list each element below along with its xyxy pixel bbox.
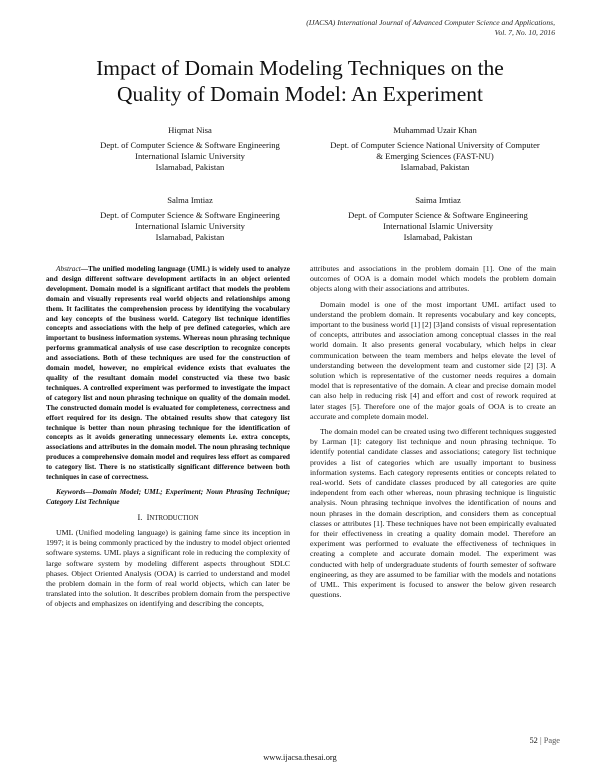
body-paragraph: The domain model can be created using two different techniques suggested by Larman [1]: category list technique and noun phrasing technique. To identify potential candidate classes and associations; category list technique provides a list of categories which are usually important to business information systems. Each category represents entities or concepts related to real-world. Sets of candidate classes produced by all categories are quite independent from each other whereas, noun phrasing technique is linguistic analysis. Noun phrasing technique involves the identification of nouns and noun phrases in the domain description, and considers them as conceptual classes or attributes [1]. These techniques have not been empirically evaluated for their effectiveness in creating a quality domain model. Therefore an experiment was performed to evaluate the effectiveness of techniques in creating a complete and accurate domain model. The experiment was conducted with help of undergraduate students of fourth semester of software engineering, as they are assumed to be familiar with the models and notations of UML. This experiment is focused to answer the below given research questions. [310, 427, 556, 600]
author-location: Islamabad, Pakistan [155, 162, 225, 172]
author-block [318, 195, 558, 243]
author-affiliation: International Islamic University [135, 151, 245, 161]
author-block [70, 125, 310, 173]
journal-name: (IJACSA) International Journal of Advanced Computer Science and Applications, [306, 18, 555, 27]
author-affiliation: Dept. of Computer Science National University of Computer [330, 140, 540, 150]
author-affiliation: Dept. of Computer Science & Software Engineering [100, 140, 280, 150]
keywords: Keywords—Domain Model; UML; Experiment; Noun Phrasing Technique; Category List Technique [46, 486, 290, 506]
journal-volume: Vol. 7, No. 10, 2016 [494, 28, 555, 37]
author-affiliation: International Islamic University [135, 221, 245, 231]
author-location: Islamabad, Pakistan [403, 232, 473, 242]
author-name: Hiqmat Nisa [168, 125, 212, 135]
author-name: Saima Imtiaz [415, 195, 461, 205]
body-paragraph: Domain model is one of the most important UML artifact used to understand the problem domain. It represents vocabulary and key concepts, important to the business world [1] [2] [3]and consists of visual representation of concepts, attributes and association among conceptual classes in the real world domain. It also presents general vocabulary, which helps in clear communication between the team members and helps elevate the level of understanding between the development team and customer side [2] [3]. A solution which is representative of the customer needs requires a domain model that is representative of the domain. A clear and precise domain model can also help in reducing risk [4] and effort and cost of rework required at later stages [5]. Therefore one of the major goals of OOA is to create an accurate and complete domain model. [310, 299, 556, 421]
paper-title: Impact of Domain Modeling Techniques on the Quality of Domain Model: An Experiment [96, 56, 504, 106]
right-column [310, 264, 556, 606]
section-heading: I. INTRODUCTION [137, 512, 199, 522]
abstract [46, 264, 290, 482]
footer-url[interactable]: www.ijacsa.thesai.org [263, 753, 337, 762]
author-affiliation: & Emerging Sciences (FAST-NU) [376, 151, 494, 161]
author-name: Muhammad Uzair Khan [393, 125, 477, 135]
author-block [70, 195, 310, 243]
author-block [305, 125, 565, 173]
author-name: Salma Imtiaz [167, 195, 213, 205]
author-affiliation: Dept. of Computer Science & Software Engineering [100, 210, 280, 220]
abstract-text: —The unified modeling language (UML) is widely used to analyze and design different software development artifacts in an object oriented development. Domain model is a significant artifact that models the problem domain and visually represents real world objects and relationships among them. It facilitates the comprehension process by identifying the vocabulary and key concepts of the business world. Category list technique identifies concepts and associations with the help of pre defined categories, which are important to business information systems. Whereas noun phrasing technique performs grammatical analysis of use case description to recognize concepts and associations. Both of these techniques are used for the construction of domain model, however, no empirical evidence exists that evaluates the quality of the resultant domain model constructed via these two basic techniques. A controlled experiment was performed to investigate the impact of category list and noun phrasing technique on quality of the domain model. The constructed domain model is evaluated for completeness, correctness and effort required for its design. The obtained results show that category list technique is better than noun phrasing technique for the identification of concepts as it avoids generating unnecessary elements i.e. extra concepts, associations and attributes in the domain model. The noun phrasing technique produces a comprehensive domain model and requires less effort as compared to category list. There is no statistically significant difference between both techniques in case of correctness. [46, 264, 290, 482]
left-column [46, 264, 290, 615]
abstract-label: Abstract [56, 264, 81, 273]
body-paragraph: UML (Unified modeling language) is gaining fame since its inception in 1997; it is being commonly practiced by the industry to model object oriented software systems. UML plays a significant role in reducing the complexity of large software system by modeling different aspects throughout SDLC phases. Object Oriented Analysis (OOA) is carried to understand and model the problem domain in the form of real world objects, which can later be translated into the solution. It describes problem domain from the perspective of objects and emphasizes on identifying and describing the concepts, [46, 527, 290, 609]
journal-header [215, 18, 555, 38]
author-location: Islamabad, Pakistan [400, 162, 470, 172]
author-affiliation: International Islamic University [383, 221, 493, 231]
author-affiliation: Dept. of Computer Science & Software Engineering [348, 210, 528, 220]
author-location: Islamabad, Pakistan [155, 232, 225, 242]
page-number: 52 | Page [529, 736, 560, 745]
body-paragraph: attributes and associations in the problem domain [1]. One of the main outcomes of OOA is a domain model which models the problem domain objects along with their associations and attributes. [310, 264, 556, 294]
